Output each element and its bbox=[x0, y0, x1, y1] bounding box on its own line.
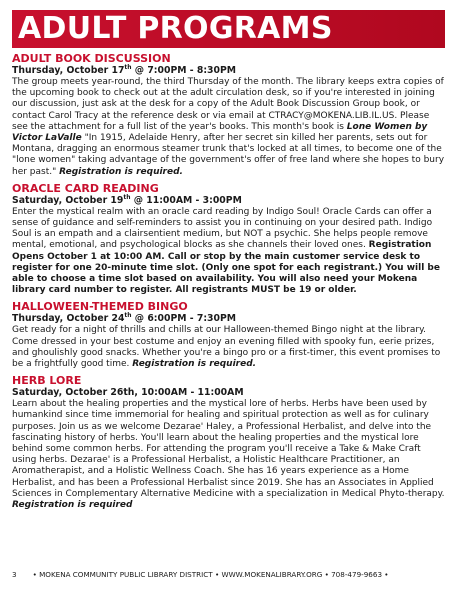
program-title: HERB LORE bbox=[12, 374, 82, 388]
registration-note: Registration is required bbox=[12, 500, 133, 511]
footer-text: • MOKENA COMMUNITY PUBLIC LIBRARY DISTRICT • WWW.MOKENALIBRARY.ORG • 708-479-9663 • bbox=[32, 570, 389, 579]
program-halloween-bingo bbox=[12, 300, 445, 370]
program-description: Enter the mystical realm with an oracle card reading by Indigo Soul! Oracle Cards can offer a sense of guidance and self-reminders to assist you in continuing on your desired path. Indigo Soul is an empath and a clairsentient medium, but NOT a psychic. She helps people remove mental, emotional, and psychological blocks as she channels their loved ones. Registration Opens October 1 at 10:00 AM. Call or stop by the main customer service desk to register for one 20-minute time slot. (Only one spot for each registrant.) You will be able to choose a time slot based on availability. You will also need your Mokena library card number to register. All registrants MUST be 19 or older. bbox=[12, 206, 440, 296]
page-title: ADULT PROGRAMS bbox=[18, 11, 333, 46]
registration-note: Registration Opens October 1 at 10:00 AM. Call or stop by the main customer service desk to register for one 20-minute time slot. (Only one spot for each registrant.) You will be able to choose a time slot based on availability. You will also need your Mokena library card number to register. All registrants MUST be 19 or older. bbox=[12, 240, 440, 296]
book-title: Lone Women by Victor LaValle bbox=[12, 121, 428, 144]
registration-note: Registration is required. bbox=[59, 166, 183, 177]
program-oracle-card bbox=[12, 182, 445, 297]
page-footer bbox=[12, 570, 445, 580]
program-description: Get ready for a night of thrills and chills at our Halloween-themed Bingo night at the library. Come dressed in your best costume and enjoy an evening filled with spooky fun, eerie prizes, and ghoulishly good snacks. Whether you're a bingo pro or a first-timer, this event promises to be a frightfully good time. Registration is required. bbox=[12, 325, 441, 370]
program-herb-lore bbox=[12, 374, 445, 511]
program-date: Thursday, October 24th @ 6:00PM - 7:30PM bbox=[12, 312, 237, 325]
program-date: Saturday, October 19th @ 11:00AM - 3:00PM bbox=[12, 193, 242, 206]
program-title: HALLOWEEN-THEMED BINGO bbox=[12, 300, 188, 314]
page-number: 3 bbox=[12, 570, 17, 579]
program-description: The group meets year-round, the third Thursday of the month. The library keeps extra copies of the upcoming book to check out at the adult circulation desk, so if you're interested in joining our discussion, just ask at the desk for a copy of the Adult Book Discussion Group book, or contact Carol Tracy at the reference desk or via email at CTRACY@MOKENA.LIB.IL.US. Please see the attachment for a full list of the year's books. This month's book is Lone Women by Victor LaValle "In 1915, Adelaide Henry, after her secret sin killed her parents, sets out for Montana, dragging an enormous steamer trunk that's locked at all times, to become one of the "lone women" taking advantage of the government's offer of free land where she hopes to bury her past." Registration is required. bbox=[12, 77, 445, 177]
title-banner bbox=[12, 10, 445, 48]
program-title: ORACLE CARD READING bbox=[12, 181, 159, 195]
program-description: Learn about the healing properties and the mystical lore of herbs. Herbs have been used by humankind since time immemorial for healing and spiritual protection as well as for culinary purposes. Join us as we welcome Dezarae' Haley, a Professional Herbalist, and delve into the fascinating history of herbs. You'll learn about the healing properties and the mystical lore behind some common herbs. For attending the program you'll receive a Take & Make Craft using herbs. Dezarae' is a Professional Herbalist, a Holistic Healthcare Practitioner, an Aromatherapist, and a Holistic Wellness Coach. She has 16 years experience as a Home Herbalist, and has been a Professional Herbalist since 2019. She has an Associates in Applied Sciences in Complementary Alternative Medicine with a specialization in Medical Phyto-therapy. Registration is required bbox=[12, 399, 445, 511]
program-title: ADULT BOOK DISCUSSION bbox=[12, 52, 171, 65]
program-date: Saturday, October 26th, 10:00AM - 11:00AM bbox=[12, 387, 244, 399]
program-book-discussion bbox=[12, 52, 445, 178]
program-date: Thursday, October 17th @ 7:00PM - 8:30PM bbox=[12, 63, 237, 76]
registration-note: Registration is required. bbox=[132, 359, 257, 370]
programs-list bbox=[12, 52, 445, 515]
